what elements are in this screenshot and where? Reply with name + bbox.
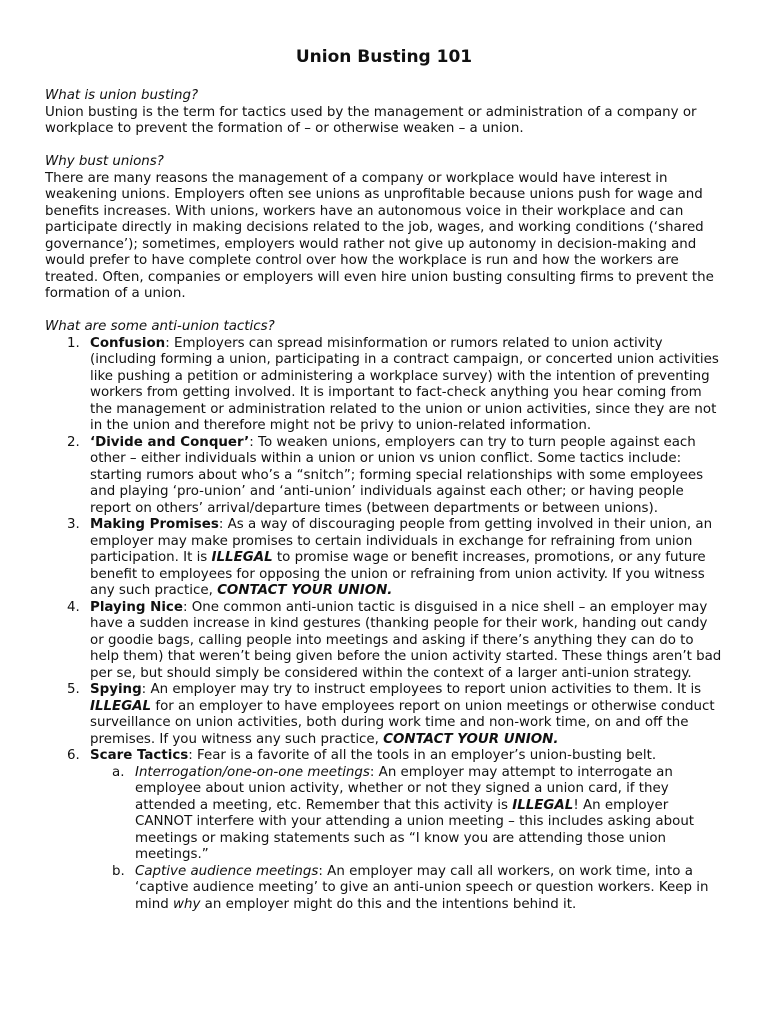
illegal-emphasis: ILLEGAL xyxy=(211,550,273,565)
tactic-text: for an employer to have employees report on union meetings or otherwise conduct surveillance on union activities, both during work time and non-work time, on and off the premises. If you witness any such practice, xyxy=(90,698,715,747)
tactic-name: Spying xyxy=(90,682,142,697)
tactic-text: : Employers can spread misinformation or rumors related to union activity (including forming a union, participating in a contract campaign, or concerted union activities like pushing a petition or administering a workplace survey) with the intention of preventing workers from getting involved. It is important to fact-check anything you hear coming from the management or administration related to the union or union activities, since they are not in the union and therefore might not be privy to union-related information. xyxy=(90,335,719,433)
subtactic-item xyxy=(90,864,725,914)
subtactic-text: ! An employer CANNOT interfere with your attending a union meeting – this includes asking about meetings or making statements such as “I know you are attending those union meetings.” xyxy=(135,797,695,862)
tactic-number: 2. xyxy=(67,434,80,450)
tactic-number: 3. xyxy=(67,517,80,532)
tactic-text: : To weaken unions, employers can try to turn people against each other – either individuals within a union or union vs union conflict. Some tactics include: starting rumors about who’s a “snitch”; forming special relationships with some employees and playing ‘pro-union’ and ‘anti-union’ individuals against each other; or having people report on others’ arrival/departure times (between departments or between unions). xyxy=(90,434,704,516)
illegal-emphasis: ILLEGAL xyxy=(90,698,152,714)
tactic-number: 1. xyxy=(67,335,80,351)
document-body xyxy=(45,88,725,913)
tactic-item xyxy=(45,336,725,435)
subtactic-letter: b. xyxy=(112,863,125,879)
tactic-text: : An employer may try to instruct employees to report union activities to them. It is xyxy=(141,682,702,697)
subtactic-letter: a. xyxy=(112,764,125,780)
illegal-emphasis: ILLEGAL xyxy=(512,797,574,813)
answer-what: Union busting is the term for tactics used by the management or administration of a company or workplace to prevent the formation of – or otherwise weaken – a union. xyxy=(45,104,697,136)
subtactic-item xyxy=(90,765,725,864)
contact-union-emphasis: CONTACT YOUR UNION. xyxy=(217,583,393,598)
tactic-number: 6. xyxy=(67,748,80,763)
subtactic-term: Interrogation/one-on-one meetings xyxy=(135,764,370,780)
subtactic-text: : An employer may attempt to interrogate an employee about union activity, whether or not they signed a union card, if they attended a meeting, etc. Remember that this activity is xyxy=(135,764,673,813)
tactic-text: : Fear is a favorite of all the tools in an employer’s union-busting belt. xyxy=(188,748,657,763)
tactic-text: to promise wage or benefit increases, promotions, or any future benefit to employees for opposing the union or refraining from union activity. If you witness any such practice, xyxy=(90,550,706,598)
tactic-name: ‘Divide and Conquer’ xyxy=(90,434,250,450)
question-tactics: What are some anti-union tactics? xyxy=(45,319,275,334)
tactic-name: Confusion xyxy=(90,335,166,351)
tactic-number: 4. xyxy=(67,599,80,615)
subtactic-text: an employer might do this and the intentions behind it. xyxy=(200,896,577,912)
subtactic-text: : An employer may call all workers, on work time, into a ‘captive audience meeting’ to give an anti-union speech or question workers. Keep in mind xyxy=(135,863,709,912)
question-why: Why bust unions? xyxy=(45,154,164,169)
question-what: What is union busting? xyxy=(45,88,199,103)
answer-why: There are many reasons the management of a company or workplace would have interest in weakening unions. Employers often see unions as unprofitable because unions push for wage and benefits increases. With unions, workers have an autonomous voice in their workplace and can participate directly in making decisions related to the job, wages, and working conditions (‘shared governance’); sometimes, employers would rather not give up autonomy in decision-making and would prefer to have complete control over how the workplace is run and how the workers are treated. Often, companies or employers will even hire union busting consulting firms to prevent the formation of a union. xyxy=(45,170,714,301)
tactic-name: Making Promises xyxy=(90,517,219,532)
tactic-item xyxy=(45,682,725,748)
tactic-item xyxy=(45,435,725,518)
tactic-number: 5. xyxy=(67,682,80,697)
subtactic-term: Captive audience meetings xyxy=(135,863,319,879)
tactic-name: Playing Nice xyxy=(90,599,183,615)
document-title: Union Busting 101 xyxy=(295,47,473,67)
tactic-text: : One common anti-union tactic is disguised in a nice shell – an employer may have a sudden increase in kind gestures (thanking people for their work, handing out candy or goodie bags, calling people into meetings and asking if there’s anything they can do to help them) that weren’t being given before the union activity started. These things aren’t bad per se, but should simply be considered within the context of a larger anti-union strategy. xyxy=(90,599,722,681)
tactic-item xyxy=(45,517,725,600)
tactic-text: : As a way of discouraging people from getting involved in their union, an employer may make promises to certain individuals in exchange for refraining from union participation. It is xyxy=(90,517,713,565)
tactic-item xyxy=(45,748,725,913)
scare-tactics-sublist xyxy=(90,765,725,914)
tactic-item xyxy=(45,600,725,683)
tactic-name: Scare Tactics xyxy=(90,748,189,763)
contact-union-emphasis: CONTACT YOUR UNION. xyxy=(383,731,559,747)
why-emphasis: why xyxy=(173,896,201,912)
tactics-list xyxy=(45,336,725,914)
